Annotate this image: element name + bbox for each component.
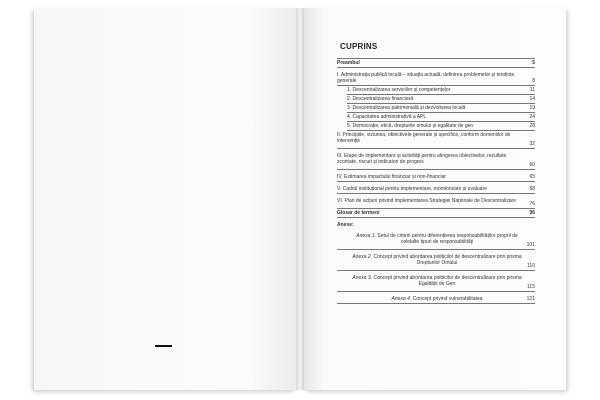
toc-label: IV. Estimarea impactului financiar și non-financiar: [337, 174, 447, 180]
toc-page: 68: [529, 186, 535, 192]
toc-row: [337, 71, 535, 86]
toc-page: 60: [529, 162, 535, 168]
toc-row: [337, 197, 535, 209]
toc-label: Glosar de termeni: [337, 210, 380, 216]
toc-row: [337, 131, 535, 149]
toc-label: VI. Plan de acțiuni privind implementarea Strategiei Naționale de Descentralizare: [337, 198, 516, 204]
toc-row: [347, 104, 535, 113]
toc-label: 3. Descentralizarea patrimonială și dezvoltarea locală: [347, 105, 466, 111]
toc-row: [337, 185, 535, 194]
toc-row: [337, 152, 535, 170]
toc-page: 8: [532, 78, 535, 84]
toc-label: Preambul: [337, 60, 360, 66]
page-dash-mark: [155, 345, 172, 347]
toc-row: [347, 113, 535, 122]
left-page: [34, 8, 296, 390]
table-of-contents: [337, 58, 535, 304]
annex-row: Anexa 3. Concept privind abordarea politicilor de descentralizare prin prisma Egalității de Gen 115: [337, 274, 535, 292]
toc-row: [337, 58, 535, 68]
toc-label: V. Cadrul instituțional pentru implementare, monitorizare și evaluare: [337, 186, 487, 192]
toc-page: 11: [529, 87, 535, 93]
toc-row: [347, 122, 535, 131]
toc-label: 4. Capacitatea administrativă a APL: [347, 114, 427, 120]
toc-page: 24: [529, 114, 535, 120]
toc-page: 28: [529, 123, 535, 129]
toc-page: 76: [529, 201, 535, 207]
toc-label: 1. Descentralizarea serviciilor și competențelor: [347, 87, 451, 93]
toc-page: 5: [532, 60, 535, 66]
toc-label: II. Principiile, viziunea, obiectivele generale și specifice, conform domeniilor de intervenție: [337, 132, 511, 144]
toc-row: [337, 209, 535, 218]
toc-page: 65: [529, 174, 535, 180]
toc-page: 32: [529, 141, 535, 147]
toc-row: [347, 95, 535, 104]
annex-row: Anexa 1. Setul de criterii pentru diferențierea responsabilităților proprii de celelalte tipuri de responsabilități 101: [337, 232, 535, 250]
toc-title: CUPRINS: [340, 42, 378, 51]
toc-row: [337, 173, 535, 182]
annex-row: Anexa 2. Concept privind abordarea politicilor de descentralizare prin prisma Drepturilor Omului 110: [337, 253, 535, 271]
toc-row: [347, 86, 535, 95]
annex-heading: Anexe:: [337, 222, 354, 228]
toc-page: 96: [529, 210, 535, 216]
toc-label: 2. Descentralizarea financiară: [347, 96, 414, 102]
toc-page: 14: [529, 96, 535, 102]
toc-page: 19: [529, 105, 535, 111]
toc-label: 5. Democrație, etică, drepturile omului și egalitate de gen: [347, 123, 474, 129]
book-spine: [296, 8, 304, 390]
toc-label: I. Administrația publică locală – situația actuală, definirea problemelor și tendințe generale: [337, 72, 515, 84]
annex-row: Anexa 4. Concept privind vulnerabilitatea 121: [337, 295, 535, 304]
toc-label: III. Etape de implementare și activități pentru atingerea obiectivelor, rezultate scontate, riscuri și indicatori de progres: [337, 153, 507, 165]
